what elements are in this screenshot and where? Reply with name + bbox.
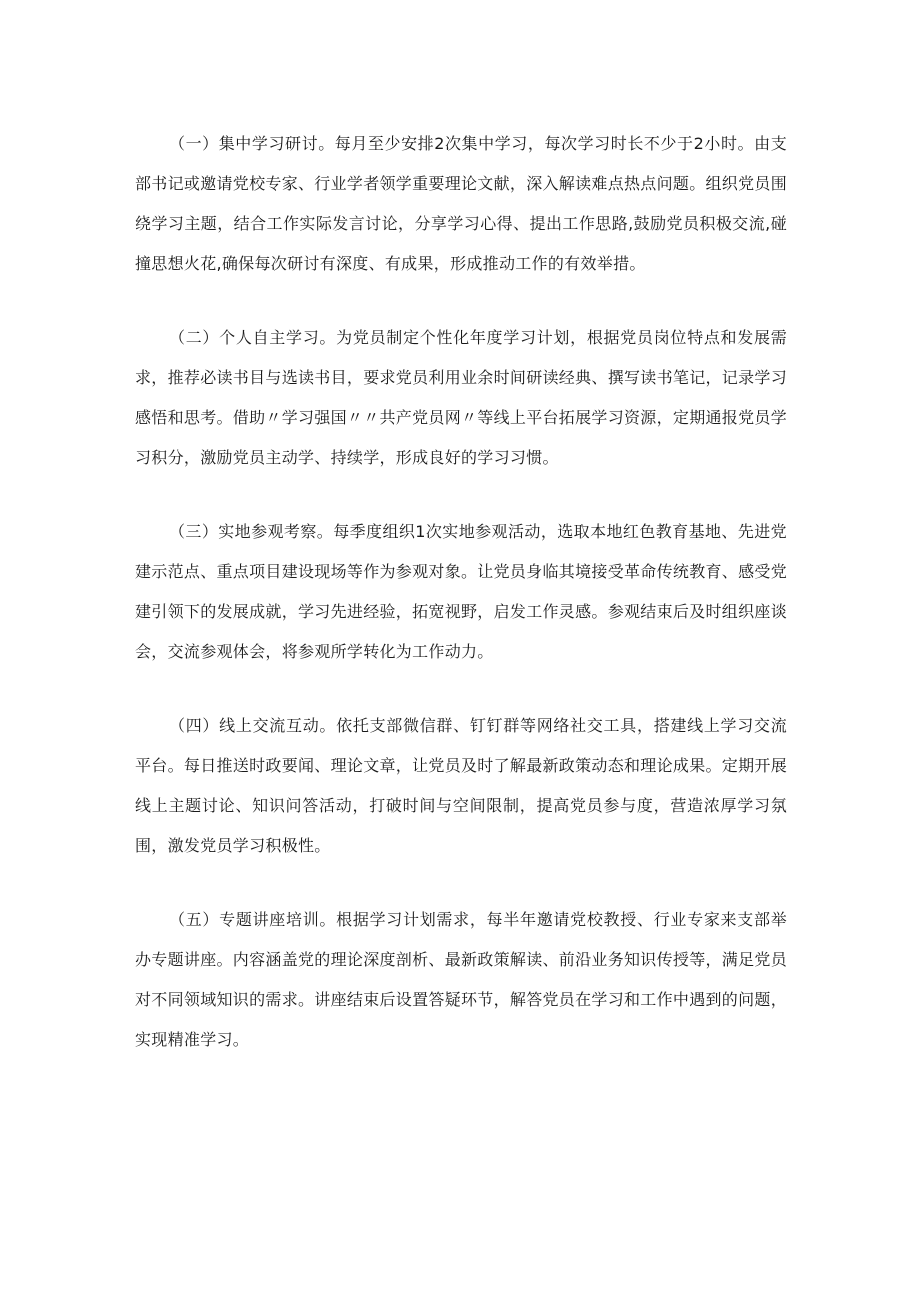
- paragraph-centralized-study: （一）集中学习研讨。每月至少安排2次集中学习，每次学习时长不少于2小时。由支部书记或邀请党校专家、行业学者领学重要理论文献，深入解读难点热点问题。组织党员围绕学习主题，结合工作实际发言讨论，分享学习心得、提出工作思路,鼓励党员积极交流,碰撞思想火花,确保每次研讨有深度、有成果，形成推动工作的有效举措。: [135, 134, 788, 273]
- paragraph-lecture-training: （五）专题讲座培训。根据学习计划需求，每半年邀请党校教授、行业专家来支部举办专题讲座。内容涵盖党的理论深度剖析、最新政策解读、前沿业务知识传授等，满足党员对不同领域知识的需求。讲座结束后设置答疑环节，解答党员在学习和工作中遇到的问题，实现精准学习。: [135, 910, 788, 1049]
- paragraph-online-exchange: （四）线上交流互动。依托支部微信群、钉钉群等网络社交工具，搭建线上学习交流平台。每日推送时政要闻、理论文章，让党员及时了解最新政策动态和理论成果。定期开展线上主题讨论、知识问答活动，打破时间与空间限制，提高党员参与度，营造浓厚学习氛围，激发党员学习积极性。: [135, 716, 788, 855]
- document-body: [135, 124, 787, 1094]
- paragraph-field-visit: （三）实地参观考察。每季度组织1次实地参观活动，选取本地红色教育基地、先进党建示范点、重点项目建设现场等作为参观对象。让党员身临其境接受革命传统教育、感受党建引领下的发展成就，学习先进经验，拓宽视野，启发工作灵感。参观结束后及时组织座谈会，交流参观体会，将参观所学转化为工作动力。: [135, 522, 788, 661]
- paragraph-self-study: （二）个人自主学习。为党员制定个性化年度学习计划，根据党员岗位特点和发展需求，推荐必读书目与选读书目，要求党员利用业余时间研读经典、撰写读书笔记，记录学习感悟和思考。借助〃学习强国〃〃共产党员网〃等线上平台拓展学习资源，定期通报党员学习积分，激励党员主动学、持续学，形成良好的学习习惯。: [135, 328, 788, 467]
